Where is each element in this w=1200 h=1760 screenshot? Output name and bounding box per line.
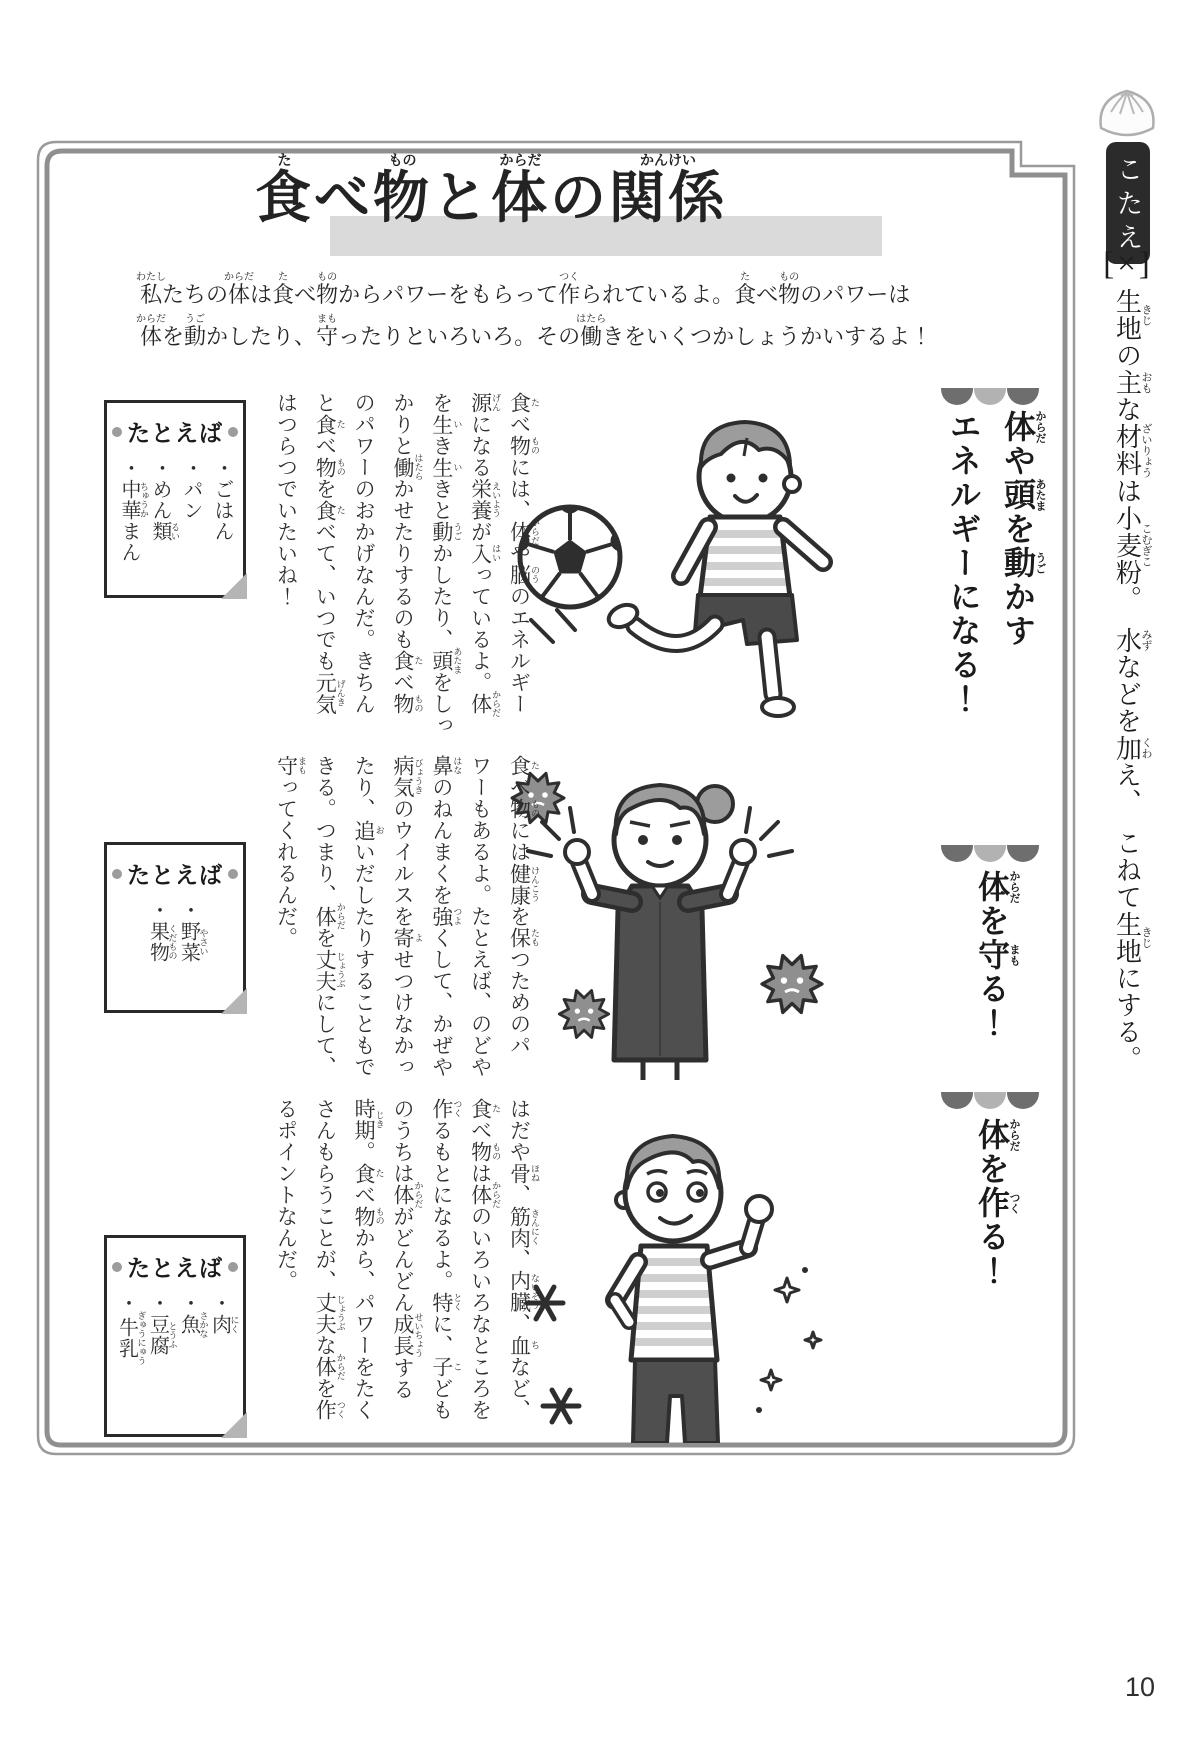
- scallop-decoration: [941, 845, 1039, 862]
- page-title: 食たべ物ものと体からだの関係かんけい: [255, 152, 727, 229]
- scallop-half-circle: [1007, 1092, 1039, 1109]
- example-items: ・ごはん ・パン ・めん類 るい ・中華 ちゅうかまん: [118, 458, 233, 563]
- scallop-half-circle: [941, 845, 973, 862]
- intro-text: [136, 272, 936, 356]
- folded-corner: [221, 988, 247, 1014]
- scallop-half-circle: [974, 1092, 1006, 1109]
- example-note-protect: [104, 842, 246, 1013]
- example-items: ・野菜 やさい ・果物 くだもの: [146, 900, 209, 963]
- scallop-half-circle: [1007, 845, 1039, 862]
- scallop-half-circle: [1007, 388, 1039, 405]
- steamed-bun-icon: [1094, 84, 1160, 138]
- example-label-row: [107, 415, 243, 448]
- decorative-dot: [112, 869, 122, 879]
- decorative-dot: [228, 1262, 238, 1272]
- example-label-row: [107, 1250, 243, 1283]
- example-items: ・肉 にく ・魚 さかな ・豆腐 とうふ ・牛乳 ぎゅうにゅう: [115, 1293, 240, 1365]
- illustration-boy-flexing-sparkles: [505, 1098, 850, 1443]
- example-label: たとえば: [127, 862, 223, 888]
- scallop-half-circle: [941, 388, 973, 405]
- scallop-half-circle: [974, 388, 1006, 405]
- section-body-energy: 食 たべ物 ものには、体 からだや脳 のうのエネルギー 源 げんになる栄養 えいようが入 はいっているよ。体 からだ を生 いき生 いきと動 うごかしたり、頭 あたまをしっ かりと働 はたらかせたりするのも食 たべ物 もの のパワーのおかげなんだ。きちん と食 たべ物 ものを食 たべて、いつでも元気 げんき はつらつでいたいね！: [274, 392, 540, 736]
- folded-corner: [221, 573, 247, 599]
- section-heading-build: 体からだを作つくる！: [974, 1118, 1020, 1288]
- scallop-decoration: [941, 388, 1039, 405]
- example-note-build: [104, 1235, 246, 1437]
- section-body-build: はだや骨 ほね、筋肉 きんにく、内臓 ないぞう、血 ちなど、 食 たべ物 ものは体 からだのいろいろなところを 作 つくるもとになるよ。特 とくに、子 こども のうちは体 からだがどんどん成長 せいちょうする 時期 じき。食 たべ物 ものから、パワーをたく さんもらうことが、丈夫 じょうぶな体 からだを作 つく るポイントなんだ。: [274, 1098, 540, 1421]
- example-label: たとえば: [127, 420, 223, 446]
- example-label: たとえば: [127, 1255, 223, 1281]
- decorative-dot: [112, 427, 122, 437]
- scallop-decoration: [941, 1092, 1039, 1109]
- answer-text: 生地きじの主おもな材料ざいりょうは小麦粉こむぎこ。 水みずなどを加くわえ、 こねて生地きじにする。: [1112, 288, 1152, 1073]
- decorative-dot: [228, 427, 238, 437]
- scallop-half-circle: [941, 1092, 973, 1109]
- answer-mark: [×]: [1103, 246, 1153, 282]
- decorative-dot: [228, 869, 238, 879]
- section-heading-protect: 体からだを守まもる！: [974, 870, 1020, 1040]
- sparkle-icon: [756, 1267, 821, 1413]
- folded-corner: [221, 1412, 247, 1438]
- answer-badge-label: こたえ: [1112, 155, 1143, 257]
- section-body-protect: 食 たべ物 ものには健康 けんこうを保 たもつためのパ ワーもあるよ。たとえば、のどや 鼻 はなのねんまくを強 つよくして、かぜや 病気 びょうきのウイルスを寄 よせつけなかっ たり、追 おいだしたりすることもで きる。つまり、体 からだを丈夫 じょうぶにして、 守 まもってくれるんだ。: [274, 755, 540, 1078]
- example-label-row: [107, 857, 243, 890]
- example-note-energy: [104, 400, 246, 598]
- page-number: 10: [1124, 1672, 1156, 1702]
- intro-line-2: 体からだを動うごかしたり、守まもったりといろいろ。その働はたらきをいくつかしょうかいするよ！: [136, 314, 933, 349]
- section-heading-energy: 体からだや頭あたまを動うごかす エネルギーになる！: [945, 410, 1046, 716]
- illustration-boy-kicking-soccer-ball: [495, 392, 860, 727]
- decorative-dot: [112, 1262, 122, 1272]
- scallop-half-circle: [974, 845, 1006, 862]
- intro-line-1: 私わたしたちの体からだは食たべ物ものからパワーをもらって作つくられているよ。食たべ物もののパワーは: [136, 272, 911, 307]
